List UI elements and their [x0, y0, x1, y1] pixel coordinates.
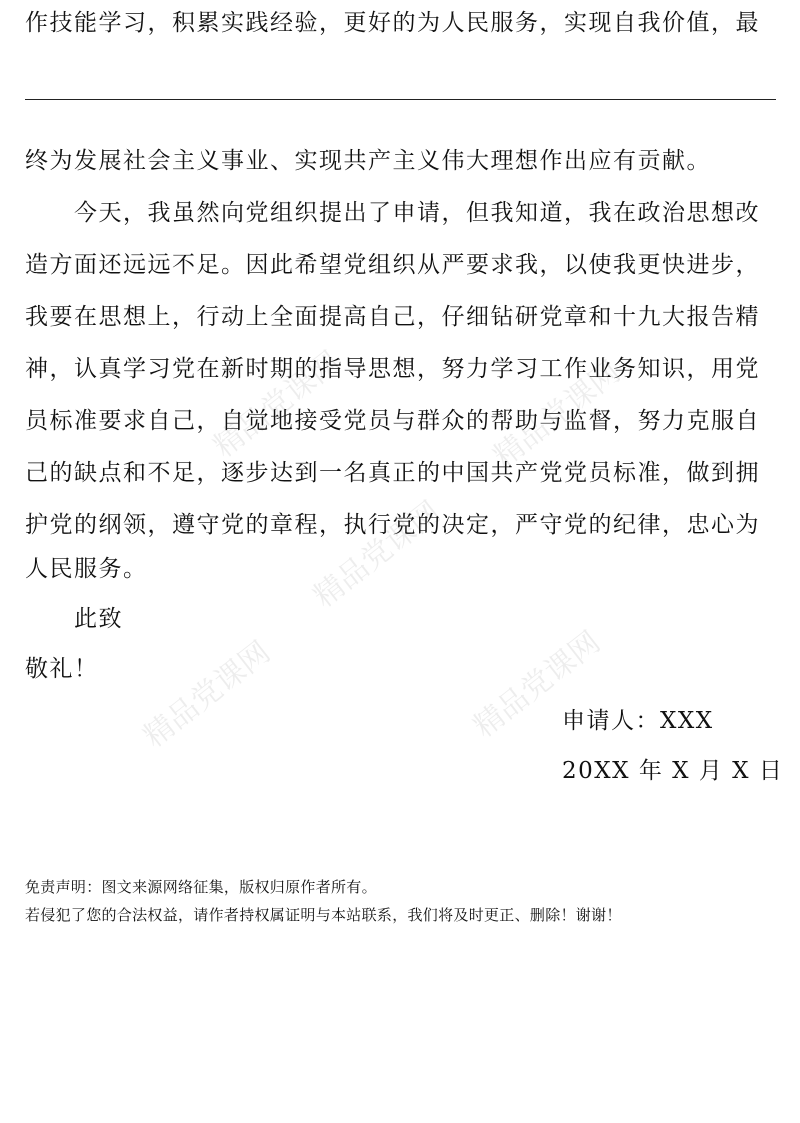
watermark: 精品党课网: [467, 624, 608, 745]
watermark: 精品党课网: [487, 354, 628, 475]
disclaimer-line: 若侵犯了您的合法权益，请作者持权属证明与本站联系，我们将及时更正、删除！谢谢！: [25, 906, 622, 924]
disclaimer-line: 免责声明：图文来源网络征集，版权归原作者所有。: [25, 878, 377, 896]
body-line: 员标准要求自己，自觉地接受党员与群众的帮助与监督，努力克服自: [25, 408, 760, 434]
watermark: 精品党课网: [307, 494, 448, 615]
signature-applicant: 申请人：XXX: [562, 708, 714, 734]
body-line: 己的缺点和不足，逐步达到一名真正的中国共产党党员标准，做到拥: [25, 460, 760, 486]
body-line: 神，认真学习党在新时期的指导思想，努力学习工作业务知识，用党: [25, 356, 760, 382]
header-text-line: 作技能学习，积累实践经验，更好的为人民服务，实现自我价值，最: [25, 10, 760, 36]
page-divider: [25, 99, 776, 100]
body-line: 护党的纲领，遵守党的章程，执行党的决定，严守党的纪律，忠心为: [25, 512, 760, 538]
watermark: 精品党课网: [137, 634, 278, 755]
body-line: 造方面还远远不足。因此希望党组织从严要求我，以使我更快进步，: [25, 252, 760, 278]
salute-text: 敬礼！: [25, 656, 99, 682]
body-line: 人民服务。: [25, 556, 148, 582]
body-line: 今天，我虽然向党组织提出了申请，但我知道，我在政治思想改: [25, 200, 760, 226]
signature-date: 20XX 年 X 月 X 日: [562, 758, 784, 784]
watermark: 精品党课网: [207, 344, 348, 465]
body-line: 终为发展社会主义事业、实现共产主义伟大理想作出应有贡献。: [25, 148, 711, 174]
closing-text: 此致: [25, 606, 123, 632]
body-line: 我要在思想上，行动上全面提高自己，仔细钻研党章和十九大报告精: [25, 304, 760, 330]
